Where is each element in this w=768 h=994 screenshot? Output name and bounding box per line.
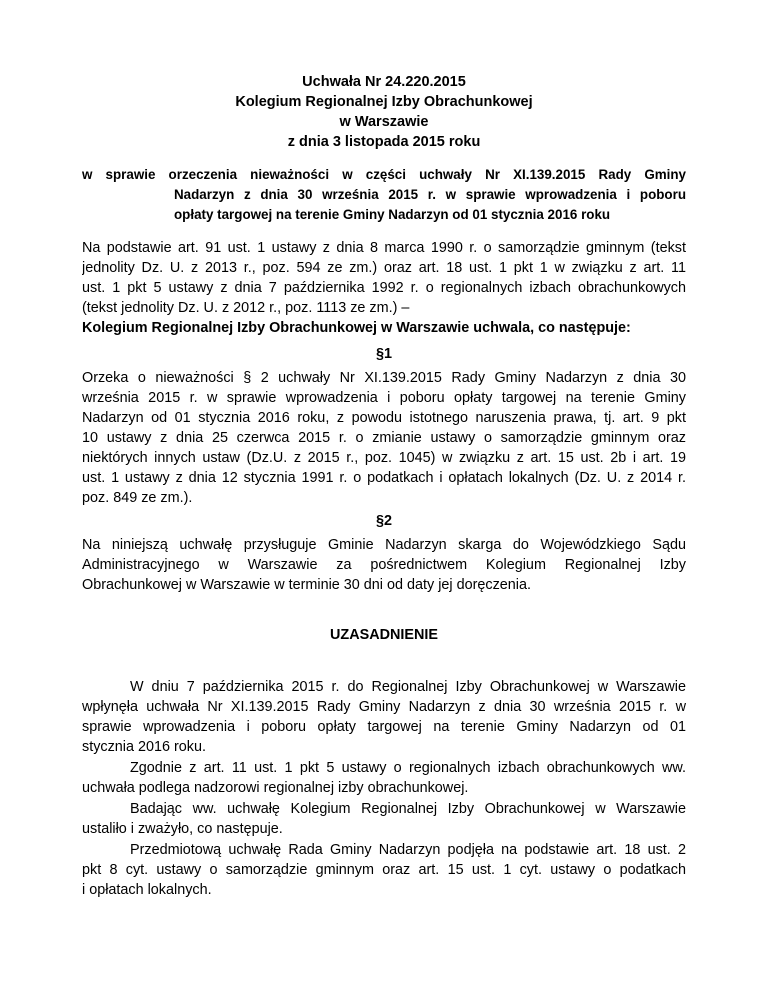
justification-heading: UZASADNIENIE <box>330 627 438 643</box>
preamble-line: ust. 1 pkt 5 ustawy z dnia 7 października 1992 r. o regionalnych izbach obrachunkowych <box>82 280 686 296</box>
section-1-line: 10 ustawy z dnia 25 czerwca 2015 r. o zmianie ustawy o samorządzie gminnym oraz <box>82 430 686 446</box>
justification-line: Zgodnie z art. 11 ust. 1 pkt 5 ustawy o regionalnych izbach obrachunkowych ww. <box>130 760 686 776</box>
title-number: Uchwała Nr 24.220.2015 <box>302 74 466 90</box>
subject-line: Nadarzyn z dnia 30 września 2015 r. w sprawie wprowadzenia i poboru <box>174 187 686 202</box>
subject-indented <box>82 185 686 225</box>
section-1-line: niektórych innych ustaw (Dz.U. z 2015 r., poz. 1045) w związku z art. 15 ust. 2b i art. 19 <box>82 450 686 466</box>
preamble-line: jednolity Dz. U. z 2013 r., poz. 594 ze zm.) oraz art. 18 ust. 1 pkt 1 w związku z art. 11 <box>82 260 686 276</box>
preamble <box>82 238 686 338</box>
justification-paragraph-1 <box>82 677 686 757</box>
subject-line: opłaty targowej na terenie Gminy Nadarzyn od 01 stycznia 2016 roku <box>174 207 611 222</box>
justification-paragraph-3 <box>82 799 686 839</box>
justification-line: Przedmiotową uchwałę Rada Gminy Nadarzyn podjęła na podstawie art. 18 ust. 2 <box>130 842 686 858</box>
justification-paragraph-4 <box>82 840 686 900</box>
justification <box>82 625 686 645</box>
justification-line: stycznia 2016 roku. <box>82 739 206 755</box>
section-2-line: Administracyjnego w Warszawie za pośrednictwem Kolegium Regionalnej Izby <box>82 557 686 573</box>
section-1-line: poz. 849 ze zm.). <box>82 490 193 506</box>
justification-line: wpłynęła uchwała Nr XI.139.2015 Rady Gminy Nadarzyn z dnia 30 września 2015 r. w <box>82 699 686 715</box>
justification-line: i opłatach lokalnych. <box>82 882 212 898</box>
section-2-text <box>82 535 686 595</box>
justification-line: uchwała podlega nadzorowi regionalnej izby obrachunkowej. <box>82 780 469 796</box>
section-1-line: września 2015 r. w sprawie wprowadzenia i poboru opłaty targowej na terenie Gminy <box>82 390 686 406</box>
justification-paragraph-2 <box>82 758 686 798</box>
section-1-heading: §1 <box>375 346 392 362</box>
title-date: z dnia 3 listopada 2015 roku <box>287 134 481 150</box>
section-2 <box>82 511 686 531</box>
justification-line: pkt 8 cyt. ustawy o samorządzie gminnym oraz art. 15 ust. 1 cyt. ustawy o podatkach <box>82 862 686 878</box>
justification-line: ustaliło i zważyło, co następuje. <box>82 821 283 837</box>
justification-line: W dniu 7 października 2015 r. do Regionalnej Izby Obrachunkowej w Warszawie <box>130 679 686 695</box>
subject-line: w sprawie orzeczenia nieważności w części uchwały Nr XI.139.2015 Rady Gminy <box>82 167 686 182</box>
section-1-line: Orzeka o nieważności § 2 uchwały Nr XI.139.2015 Rady Gminy Nadarzyn z dnia 30 <box>82 370 686 386</box>
section-2-line: Na niniejszą uchwałę przysługuje Gminie Nadarzyn skarga do Wojewódzkiego Sądu <box>82 537 686 553</box>
justification-line: Badając ww. uchwałę Kolegium Regionalnej Izby Obrachunkowej w Warszawie <box>130 801 686 817</box>
section-1-line: ust. 1 ustawy z dnia 12 stycznia 1991 r. o podatkach i opłatach lokalnych (Dz. U. z 2014 r. <box>82 470 686 486</box>
justification-line: sprawie wprowadzenia i poboru opłaty targowej na terenie Gminy Nadarzyn od 01 <box>82 719 686 735</box>
section-1-text <box>82 368 686 508</box>
section-1-line: Nadarzyn od 01 stycznia 2016 roku, z powodu istotnego naruszenia prawa, tj. art. 9 pkt <box>82 410 686 426</box>
resolution-title <box>82 72 686 152</box>
section-2-heading: §2 <box>375 513 392 529</box>
resolution-subject <box>82 165 686 225</box>
preamble-line: (tekst jednolity Dz. U. z 2012 r., poz. 1113 ze zm.) – <box>82 300 410 316</box>
preamble-line: Na podstawie art. 91 ust. 1 ustawy z dnia 8 marca 1990 r. o samorządzie gminnym (tekst <box>82 240 686 256</box>
title-city: w Warszawie <box>339 114 429 130</box>
section-2-line: Obrachunkowej w Warszawie w terminie 30 dni od daty jej doręczenia. <box>82 577 531 593</box>
preamble-enacting-clause: Kolegium Regionalnej Izby Obrachunkowej w Warszawie uchwala, co następuje: <box>82 320 631 336</box>
section-1 <box>82 344 686 364</box>
title-issuer: Kolegium Regionalnej Izby Obrachunkowej <box>235 94 533 110</box>
